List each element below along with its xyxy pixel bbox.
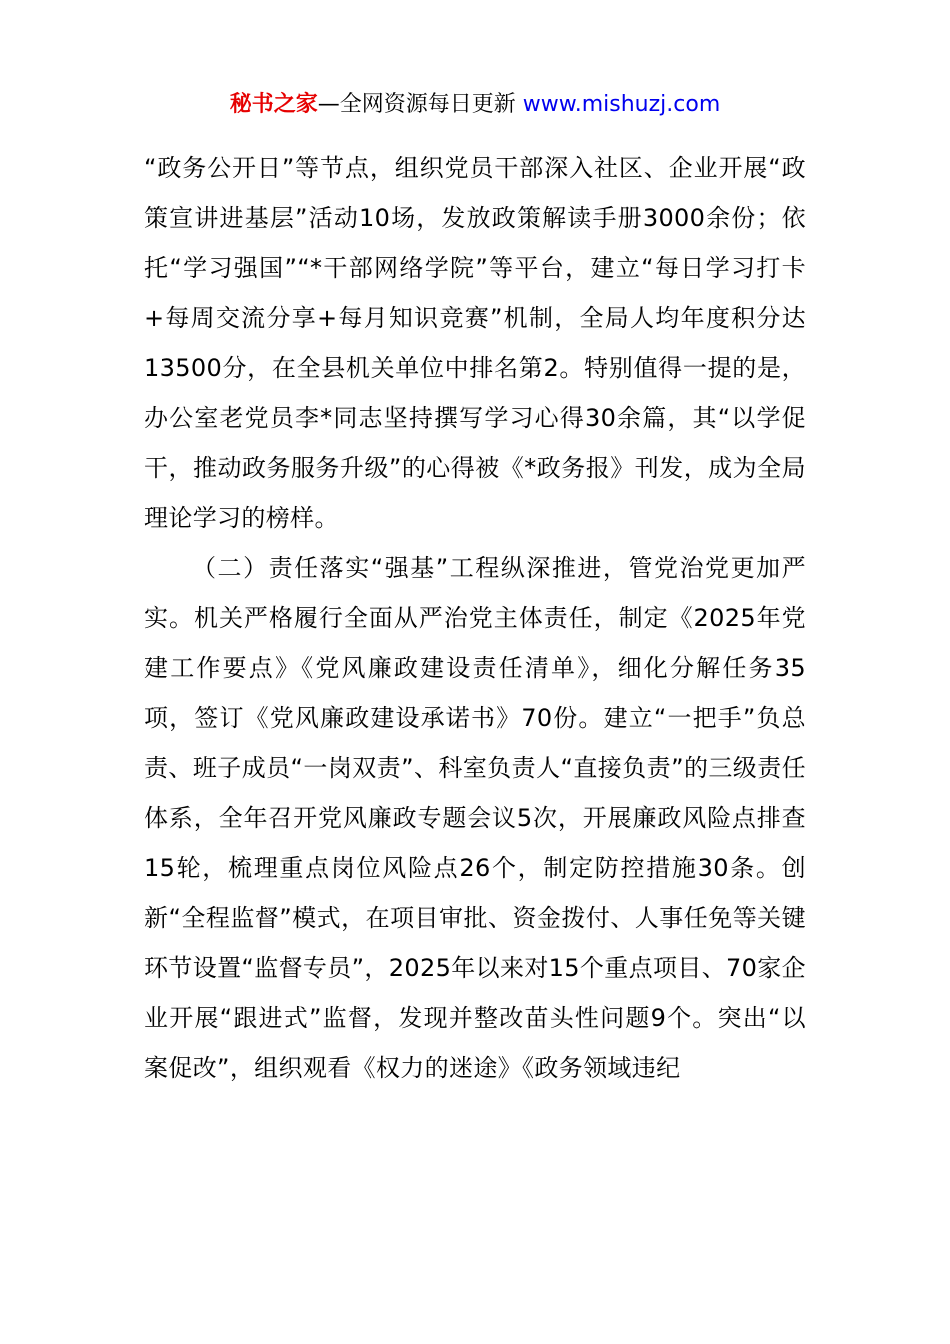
site-tagline: —全网资源每日更新 xyxy=(317,92,523,117)
paragraph-continued: “政务公开日”等节点，组织党员干部深入社区、企业开展“政策宣讲进基层”活动10场，发放政策解读手册3000余份；依托“学习强国”“*干部网络学院”等平台，建立“每日学习打卡+每周交流分享+每月知识竞赛”机制，全局人均年度积分达13500分，在全县机关单位中排名第2。特别值得一提的是，办公室老党员李*同志坚持撰写学习心得30余篇，其“以学促干，推动政务服务升级”的心得被《*政务报》刊发，成为全局理论学习的榜样。 xyxy=(144,154,806,532)
site-brand: 秘书之家 xyxy=(229,92,318,117)
paragraph-section-two: （二）责任落实“强基”工程纵深推进，管党治党更加严实。机关严格履行全面从严治党主体责任，制定《2025年党建工作要点》《党风廉政建设责任清单》，细化分解任务35项，签订《党风廉政建设承诺书》70份。建立“一把手”负总责、班子成员“一岗双责”、科室负责人“直接负责”的三级责任体系，全年召开党风廉政专题会议5次，开展廉政风险点排查15轮，梳理重点岗位风险点26个，制定防控措施30条。创新“全程监督”模式，在项目审批、资金拨付、人事任免等关键环节设置“监督专员”，2025年以来对15个重点项目、70家企业开展“跟进式”监督，发现并整改苗头性问题9个。突出“以案促改”，组织观看《权力的迷途》《政务领域违纪 xyxy=(144,554,806,1082)
site-header xyxy=(0,88,950,122)
document-body xyxy=(144,143,806,1093)
site-url-link[interactable]: www.mishuzj.com xyxy=(522,92,721,117)
